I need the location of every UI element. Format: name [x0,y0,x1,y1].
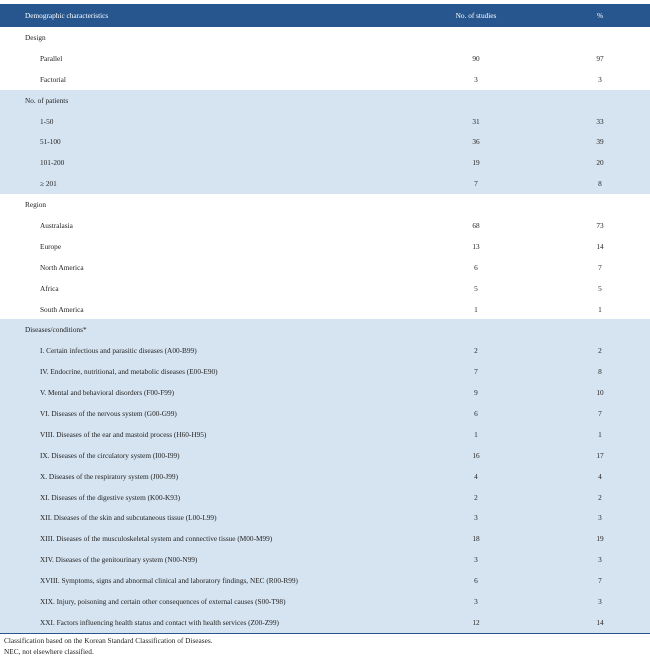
demographics-table-container [0,4,650,634]
row-percent [550,319,650,340]
row-label: South America [40,304,84,314]
row-studies-count: 36 [402,131,550,152]
table-row [0,215,650,236]
row-studies-count: 3 [402,507,550,528]
table-row [0,152,650,173]
section-header-row [0,319,650,340]
row-studies-count [402,90,550,111]
table-row [0,257,650,278]
row-percent: 20 [550,152,650,173]
row-percent: 7 [550,570,650,591]
row-studies-count: 31 [402,111,550,132]
row-label: XIX. Injury, poisoning and certain other consequences of external causes (S00-T98) [0,591,402,612]
table-row [0,549,650,570]
table-row [0,466,650,487]
row-label: Australasia [40,220,73,230]
row-label: XII. Diseases of the skin and subcutaneous tissue (L00-L99) [0,507,402,528]
table-row [0,278,650,299]
header-studies: No. of studies [402,4,550,27]
row-studies-count: 9 [402,382,550,403]
row-studies-count: 13 [472,241,480,251]
section-header-row [0,194,650,215]
row-studies-count: 6 [474,262,478,272]
footnote-nec: NEC, not elsewhere classified. [4,646,94,656]
row-studies-count: 12 [402,612,550,633]
table-row [0,507,650,528]
row-percent: 73 [596,220,604,230]
row-percent: 10 [550,382,650,403]
table-row [0,403,650,424]
row-studies-count: 18 [402,528,550,549]
row-percent: 14 [550,612,650,633]
row-label: XIII. Diseases of the musculoskeletal system and connective tissue (M00-M99) [0,528,402,549]
table-row [0,111,650,132]
row-label: VI. Diseases of the nervous system (G00-G99) [0,403,402,424]
row-label: Factorial [40,74,66,84]
row-percent: 7 [598,262,602,272]
row-studies-count: 3 [474,74,478,84]
table-row [0,487,650,508]
row-label: Europe [40,241,62,251]
row-percent: 4 [550,466,650,487]
table-row [0,299,650,320]
table-row [0,48,650,69]
row-label: Design [25,32,46,42]
row-label: Region [25,200,47,210]
row-percent: 39 [550,131,650,152]
table-row [0,424,650,445]
row-studies-count: 4 [402,466,550,487]
row-label: I. Certain infectious and parasitic diseases (A00-B99) [0,340,402,361]
row-percent: 5 [598,283,602,293]
row-studies-count: 68 [472,220,480,230]
row-label: No. of patients [0,90,402,111]
row-studies-count: 7 [402,173,550,194]
row-percent: 3 [598,74,602,84]
demographics-table [0,4,650,634]
row-studies-count: 1 [402,424,550,445]
row-label: X. Diseases of the respiratory system (J00-J99) [0,466,402,487]
row-studies-count: 19 [402,152,550,173]
table-row [0,69,650,90]
table-header-row [0,4,650,27]
table-body [0,27,650,633]
row-label: 1-50 [0,111,402,132]
table-row [0,340,650,361]
row-percent [550,90,650,111]
row-percent: 3 [550,549,650,570]
row-studies-count: 3 [402,591,550,612]
row-label: 101-200 [0,152,402,173]
row-studies-count: 6 [402,570,550,591]
table-row [0,445,650,466]
table-row [0,131,650,152]
table-row [0,591,650,612]
row-label: XVIII. Symptoms, signs and abnormal clinical and laboratory findings, NEC (R00-R99) [0,570,402,591]
row-percent: 97 [596,53,604,63]
row-percent: 8 [550,361,650,382]
row-studies-count: 16 [402,445,550,466]
header-percent: % [550,4,650,27]
section-header-row [0,27,650,48]
table-row [0,361,650,382]
table-footnotes [4,636,213,657]
section-header-row [0,90,650,111]
row-label: ≥ 201 [0,173,402,194]
table-row [0,528,650,549]
row-percent: 3 [550,507,650,528]
row-percent: 17 [550,445,650,466]
table-row [0,173,650,194]
row-percent: 1 [550,424,650,445]
row-percent [550,27,650,48]
row-label: IX. Diseases of the circulatory system (I00-I99) [0,445,402,466]
row-percent: 3 [550,591,650,612]
header-characteristics: Demographic characteristics [0,4,402,27]
row-studies-count [402,319,550,340]
row-percent: 1 [598,304,602,314]
row-label: XI. Diseases of the digestive system (K00-K93) [0,487,402,508]
table-row [0,382,650,403]
table-row [0,236,650,257]
row-studies-count: 5 [474,283,478,293]
row-percent [550,194,650,215]
row-label: IV. Endocrine, nutritional, and metabolic diseases (E00-E90) [0,361,402,382]
row-percent: 7 [550,403,650,424]
row-studies-count: 2 [402,340,550,361]
table-row [0,570,650,591]
row-percent: 2 [550,340,650,361]
row-percent: 19 [550,528,650,549]
row-label: XXI. Factors influencing health status and contact with health services (Z00-Z99) [0,612,402,633]
row-label: Parallel [40,53,63,63]
row-label: North America [40,262,84,272]
row-studies-count: 1 [474,304,478,314]
row-percent: 14 [596,241,604,251]
row-percent: 33 [550,111,650,132]
row-percent: 2 [550,487,650,508]
row-studies-count: 3 [402,549,550,570]
row-studies-count [402,27,550,48]
row-studies-count: 2 [402,487,550,508]
row-studies-count: 7 [402,361,550,382]
table-row [0,612,650,633]
row-label: V. Mental and behavioral disorders (F00-F99) [0,382,402,403]
row-label: 51-100 [0,131,402,152]
row-label: Africa [40,283,59,293]
footnote-classification: Classification based on the Korean Standard Classification of Diseases. [4,636,213,645]
row-percent: 8 [550,173,650,194]
row-label: XIV. Diseases of the genitourinary system (N00-N99) [0,549,402,570]
row-studies-count [402,194,550,215]
row-studies-count: 6 [402,403,550,424]
row-studies-count: 90 [472,53,480,63]
row-label: VIII. Diseases of the ear and mastoid process (H60-H95) [0,424,402,445]
row-label: Diseases/conditions* [0,319,402,340]
